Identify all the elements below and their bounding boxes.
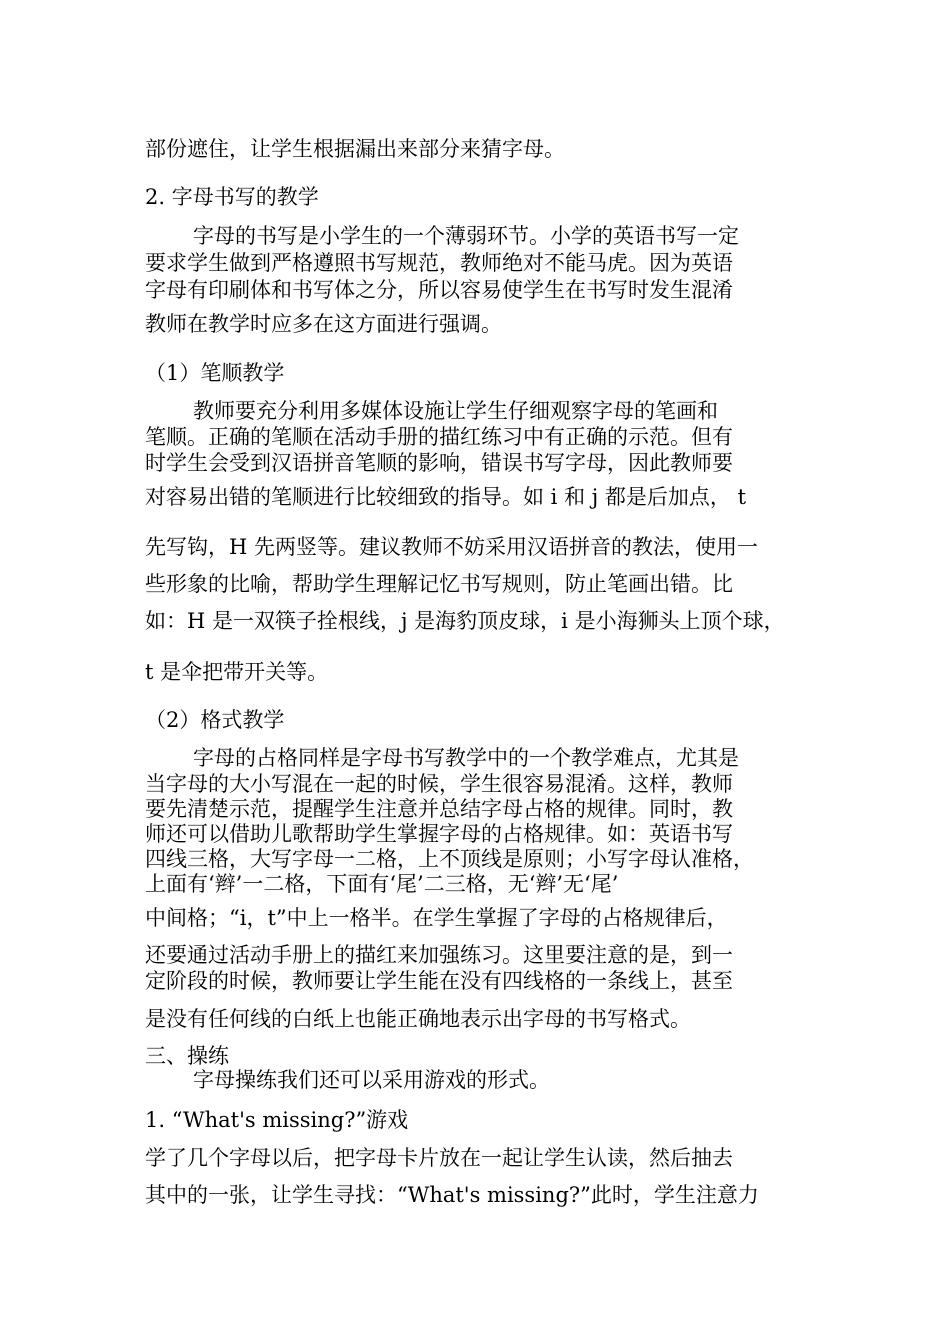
paragraph-line: 当字母的大小写混在一起的时候，学生很容易混淆。这样，教师 [145,772,733,796]
section-heading: 2. 字母书写的教学 [145,185,319,209]
paragraph-line: 字母的书写是小学生的一个薄弱环节。小学的英语书写一定 [193,224,739,248]
paragraph-line: 笔顺。正确的笔顺在活动手册的描红练习中有正确的示范。但有 [145,425,733,449]
subsection-heading: （2）格式教学 [145,708,285,732]
paragraph-line: 部份遮住，让学生根据漏出来部分来猜字母。 [145,137,565,161]
paragraph-line: 要先清楚示范，提醒学生注意并总结字母占格的规律。同时，教 [145,797,733,821]
paragraph-line: 些形象的比喻，帮助学生理解记忆书写规则，防止笔画出错。比 [145,572,733,596]
paragraph-line: 还要通过活动手册上的描红来加强练习。这里要注意的是，到一 [145,943,733,967]
paragraph-line: 对容易出错的笔顺进行比较细致的指导。如 i 和 j 都是后加点， t [145,485,747,509]
paragraph-line: 是没有任何线的白纸上也能正确地表示出字母的书写格式。 [145,1007,691,1031]
paragraph-line: 四线三格，大写字母一二格，上不顶线是原则；小写字母认准格， [145,847,754,871]
paragraph-line: 要求学生做到严格遵照书写规范，教师绝对不能马虎。因为英语 [145,251,733,275]
section-heading: 1. “What's missing?”游戏 [145,1108,409,1132]
paragraph-line: 其中的一张，让学生寻找：“What's missing?”此时，学生注意力 [145,1183,759,1207]
paragraph-line: 字母的占格同样是字母书写教学中的一个教学难点，尤其是 [193,746,739,770]
paragraph-line: 如：H 是一双筷子拴根线，j 是海豹顶皮球，i 是小海狮头上顶个球， [145,609,785,633]
paragraph-line: 定阶段的时候，教师要让学生能在没有四线格的一条线上，甚至 [145,969,733,993]
section-heading: 三、操练 [145,1044,229,1068]
paragraph-line: 中间格；“i，t”中上一格半。在学生掌握了字母的占格规律后， [145,906,728,930]
paragraph-line: 教师要充分利用多媒体设施让学生仔细观察字母的笔画和 [193,399,718,423]
paragraph-line: 字母有印刷体和书写体之分，所以容易使学生在书写时发生混淆 [145,278,733,302]
paragraph-line: 字母操练我们还可以采用游戏的形式。 [193,1068,550,1092]
paragraph-line: 先写钩，H 先两竖等。建议教师不妨采用汉语拼音的教法，使用一 [145,535,758,559]
subsection-heading: （1）笔顺教学 [145,361,285,385]
paragraph-line: 教师在教学时应多在这方面进行强调。 [145,312,502,336]
paragraph-line: 上面有‘辫’一二格，下面有‘尾’二三格，无‘辫’无‘尾’ [145,872,619,896]
paragraph-line: 时学生会受到汉语拼音笔顺的影响，错误书写字母，因此教师要 [145,451,733,475]
paragraph-line: 学了几个字母以后，把字母卡片放在一起让学生认读，然后抽去 [145,1146,733,1170]
paragraph-line: 师还可以借助儿歌帮助学生掌握字母的占格规律。如：英语书写 [145,822,733,846]
paragraph-line: t 是伞把带开关等。 [145,660,329,684]
